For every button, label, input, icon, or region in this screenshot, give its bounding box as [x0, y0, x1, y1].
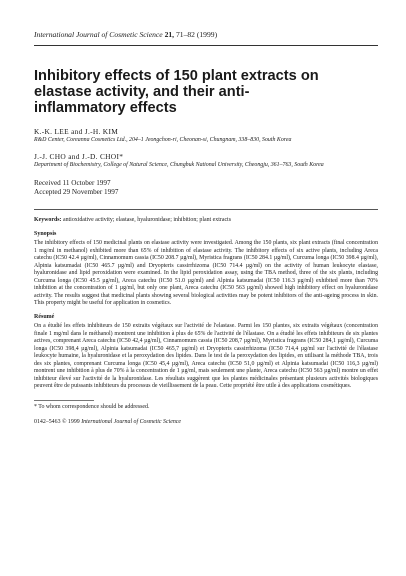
synopsis-heading: Synopsis [34, 230, 57, 237]
author-group-1: K.-K. LEE and J.-H. KIM [34, 126, 119, 136]
article-page [34, 30, 378, 427]
journal-header [34, 30, 378, 39]
affiliation-1: R&D Center, Coreanna Cosmetics Ltd., 204–1 Jeongchon-ri, Cheonan-si, Chungnam, 338–830, South Korea [34, 136, 292, 143]
abstract-rule [34, 209, 378, 210]
keywords [34, 217, 378, 225]
copyright-journal: International Journal of Cosmetic Science [81, 419, 181, 426]
copyright [34, 419, 378, 427]
footnote-rule [34, 400, 94, 401]
journal-name: International Journal of Cosmetic Science [34, 30, 163, 39]
copyright-prefix: 0142–5463 © 1999 [34, 419, 80, 426]
affiliation-2: Department of Biochemistry, College of Natural Science, Chungbuk National University, Cheongju, 361–763, South Korea [34, 162, 324, 169]
author-group-2: J.-J. CHO and J.-D. CHOI* [34, 152, 124, 162]
journal-volume: 21, [164, 30, 175, 39]
keywords-label: Keywords: [34, 217, 62, 224]
accepted-date: Accepted 29 November 1997 [34, 188, 119, 197]
header-rule [34, 45, 378, 46]
received-date: Received 11 October 1997 [34, 179, 111, 188]
resume-heading: Résumé [34, 313, 55, 320]
dates-block [34, 179, 378, 197]
synopsis-text: The inhibitory effects of 150 medicinal plants on elastase activity were investigated. Among the 150 plants, six plant extracts (final concentration 1 mg/ml in methanol) exhibited more than 65% of inhibition of elastase activity. The inhibitory effects of six active plants, including Areca catechu (IC50 42.4 µg/ml), Cinnamomum cassia (IC50 208.7 µg/ml), Myristica fragrans (IC50 284.1 µg/ml), Curcuma longa (IC50 398.4 µg/ml), Alpinia katsumadai (IC50 465.7 µg/ml) and Dryopteris cassirrhizoma (IC50 714.4 µg/ml) on the activity of human leukocyte elastase, hyaluronidase and lipid peroxidation were examined. In the lipid peroxidation assay, using the TBA method, three of the six plants, including Curcuma longa (IC50 45.5 µg/ml), Areca catechu (IC50 51.0 µg/ml) and Alpinia katsumadai (IC50 116.3 µg/ml) exhibited more than 70% inhibition at the concentration of 1 µg/ml, but only one plant, Areca catechu (IC50 563 µg/ml) showed high inhibitory effect on hyaluronidase activity. The results suggest that medicinal plants showing several biological activities may be potent inhibitors of the anti-ageing process in skin. This property might be useful for application in cosmetics. [34, 240, 378, 307]
journal-pages: 71–82 (1999) [175, 30, 218, 39]
footnote: * To whom correspondence should be addressed. [34, 403, 150, 410]
keywords-text: antioxidative activity; elastase, hyaluronidase; inhibition; plant extracts [62, 217, 231, 224]
article-title: Inhibitory effects of 150 plant extracts on elastase activity, and their anti-inflammatory effects [34, 68, 319, 117]
resume-text: On a étudié les effets inhibiteurs de 150 extraits végétaux sur l'activité de l'elastase. Parmi les 150 plantes, six extraits végétaux (concentration finale 1 mg/ml dans le méthanol) montrent une inhibition à plus de 65% de l'activité de l'élastase. On a étudié les effets inhibiteurs de six plantes actives, comprenant Areca catechu (IC50 42,4 µg/ml), Cinnamomum cassia (IC50 208,7 µg/ml), Myristica fragrans (IC50 284,1 µg/ml), Curcuma longa (IC50 398,4 µg/ml), Alpinia katsumadai (IC50 465,7 µg/ml) et Dryopteris cassirrhizoma (IC50 714,4 µg/ml sur l'activité de l'élastase leukocyte humaine, la hyaluronidase et la peroxydation des lipides. Dans le test de la peroxydation des lipides, en utilisant la méthode TBA, trois des six plantes, comprenant Curcuma longa (IC50 45,4 µg/ml), Areca catechu (IC50 51,0 µg/ml) et Alpinia katsumadai (IC50 116,3 µg/ml) montrent une inhibition à plus de 70% à la concentration de 1 µg/ml, mais seulement une plante, Areca catechu (IC50 563 µg/ml) montre un effet inhibiteur élevé sur l'activité de la hyaluronidase. Les résultats suggèrent que les plantes médicinales présentant plusieurs activités biologiques peuvent être de puissants inhibiteurs du processus de vieillissement de la peau. Cette propriété être utile à des applications cosmétiques. [34, 323, 378, 390]
